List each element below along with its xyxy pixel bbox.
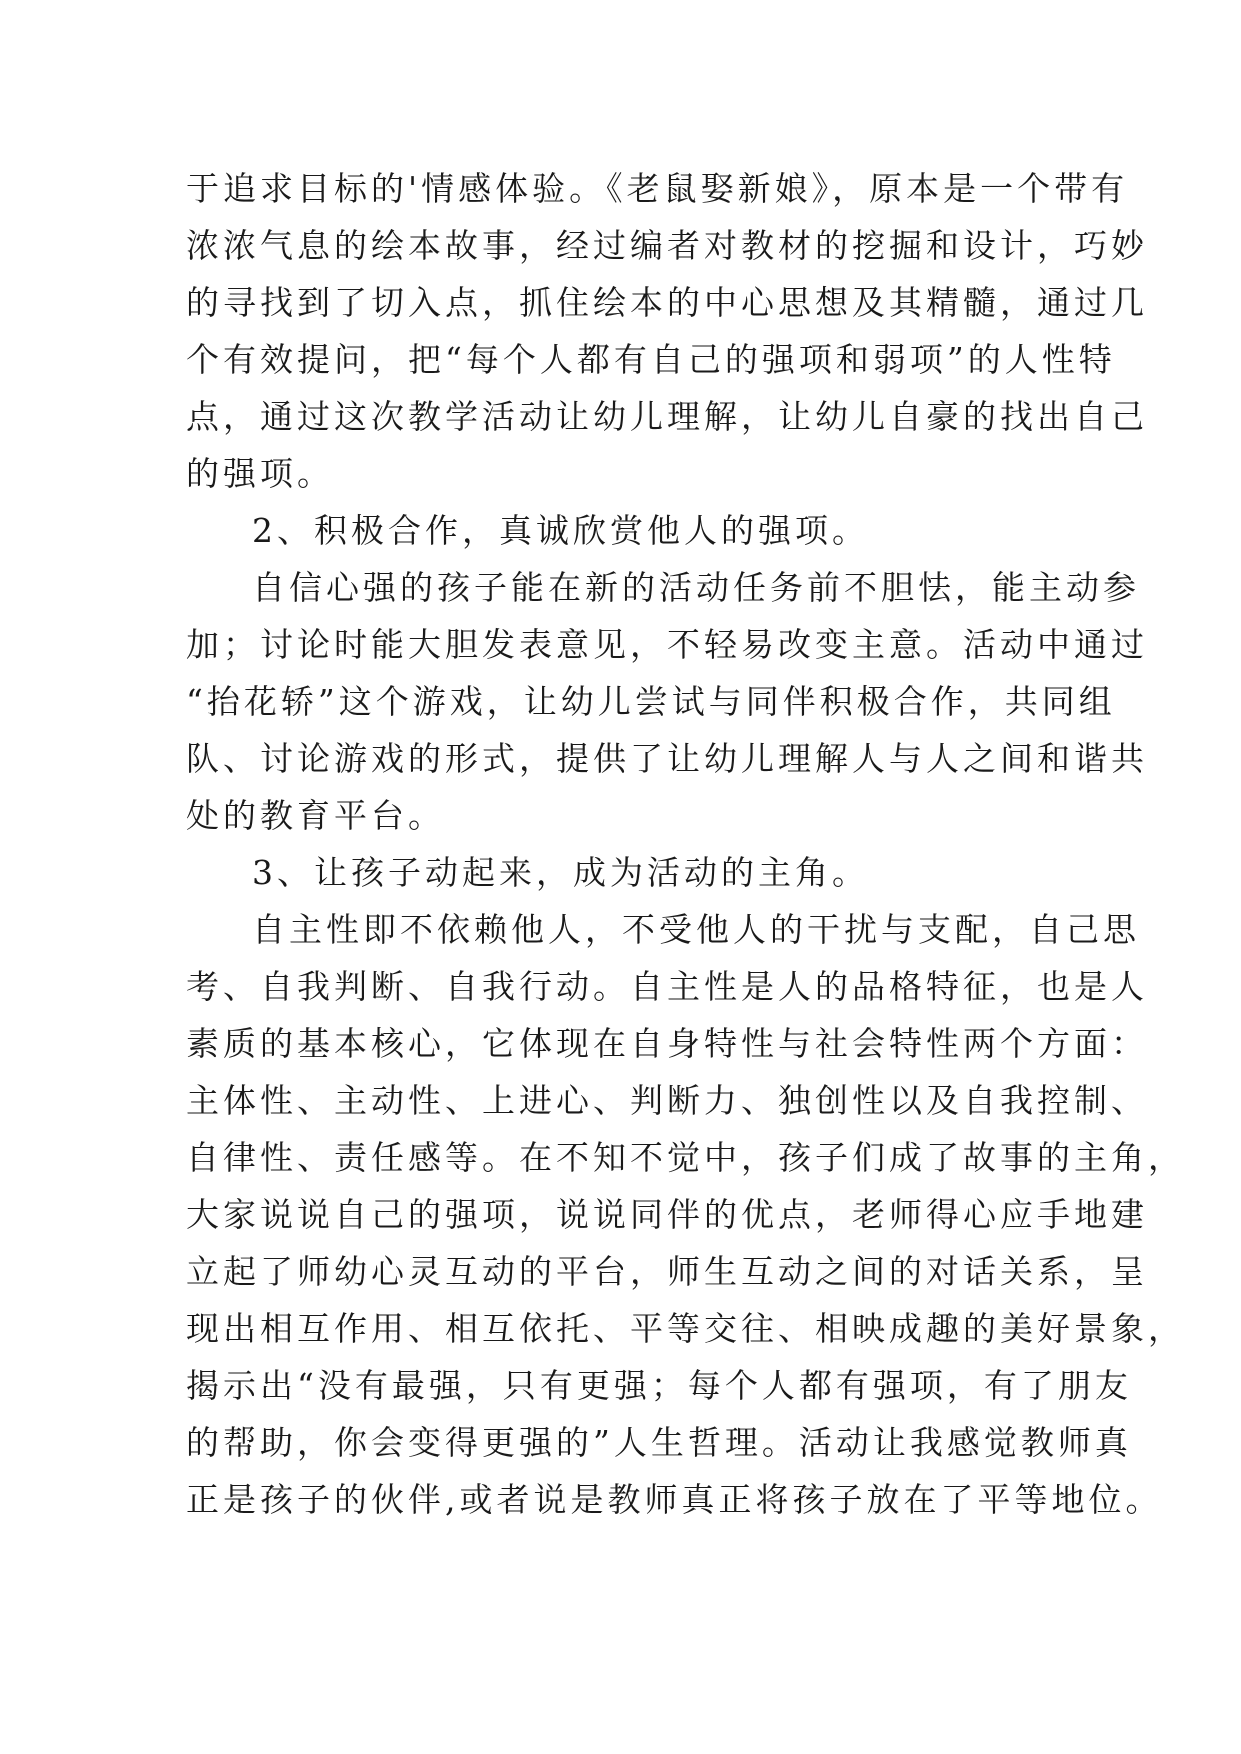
text-line: 2、积极合作，真诚欣赏他人的强项。 <box>252 511 869 550</box>
text-line: 自律性、责任感等。在不知不觉中，孩子们成了故事的主角， <box>186 1138 1185 1177</box>
text-line: 揭示出“没有最强，只有更强；每个人都有强项，有了朋友 <box>186 1366 1132 1405</box>
text-line: 的帮助，你会变得更强的”人生哲理。活动让我感觉教师真 <box>186 1423 1132 1462</box>
text-line: 自主性即不依赖他人，不受他人的干扰与支配，自己思 <box>252 910 1140 949</box>
text-line: “抬花轿”这个游戏，让幼儿尝试与同伴积极合作，共同组 <box>186 682 1116 721</box>
text-line: 主体性、主动性、上进心、判断力、独创性以及自我控制、 <box>186 1081 1148 1120</box>
text-line: 点，通过这次教学活动让幼儿理解，让幼儿自豪的找出自己 <box>186 397 1148 436</box>
text-line: 正是孩子的伙伴,或者说是教师真正将孩子放在了平等地位。 <box>186 1480 1163 1519</box>
text-line: 的强项。 <box>186 454 334 493</box>
text-line: 立起了师幼心灵互动的平台，师生互动之间的对话关系，呈 <box>186 1252 1148 1291</box>
text-line: 3、让孩子动起来，成为活动的主角。 <box>252 853 869 892</box>
text-line: 素质的基本核心，它体现在自身特性与社会特性两个方面： <box>186 1024 1148 1063</box>
body-text <box>186 160 1185 1528</box>
text-line: 自信心强的孩子能在新的活动任务前不胆怯，能主动参 <box>252 568 1140 607</box>
text-line: 处的教育平台。 <box>186 796 445 835</box>
text-line: 个有效提问，把“每个人都有自己的强项和弱项”的人性特 <box>186 340 1116 379</box>
text-line: 浓浓气息的绘本故事，经过编者对教材的挖掘和设计，巧妙 <box>186 226 1148 265</box>
text-line: 考、自我判断、自我行动。自主性是人的品格特征，也是人 <box>186 967 1148 1006</box>
text-line: 加；讨论时能大胆发表意见，不轻易改变主意。活动中通过 <box>186 625 1148 664</box>
text-line: 队、讨论游戏的形式，提供了让幼儿理解人与人之间和谐共 <box>186 739 1148 778</box>
text-line: 现出相互作用、相互依托、平等交往、相映成趣的美好景象， <box>186 1309 1185 1348</box>
text-line: 大家说说自己的强项，说说同伴的优点，老师得心应手地建 <box>186 1195 1148 1234</box>
text-line: 于追求目标的'情感体验。《老鼠娶新娘》，原本是一个带有 <box>186 169 1129 208</box>
text-line: 的寻找到了切入点，抓住绘本的中心思想及其精髓，通过几 <box>186 283 1148 322</box>
